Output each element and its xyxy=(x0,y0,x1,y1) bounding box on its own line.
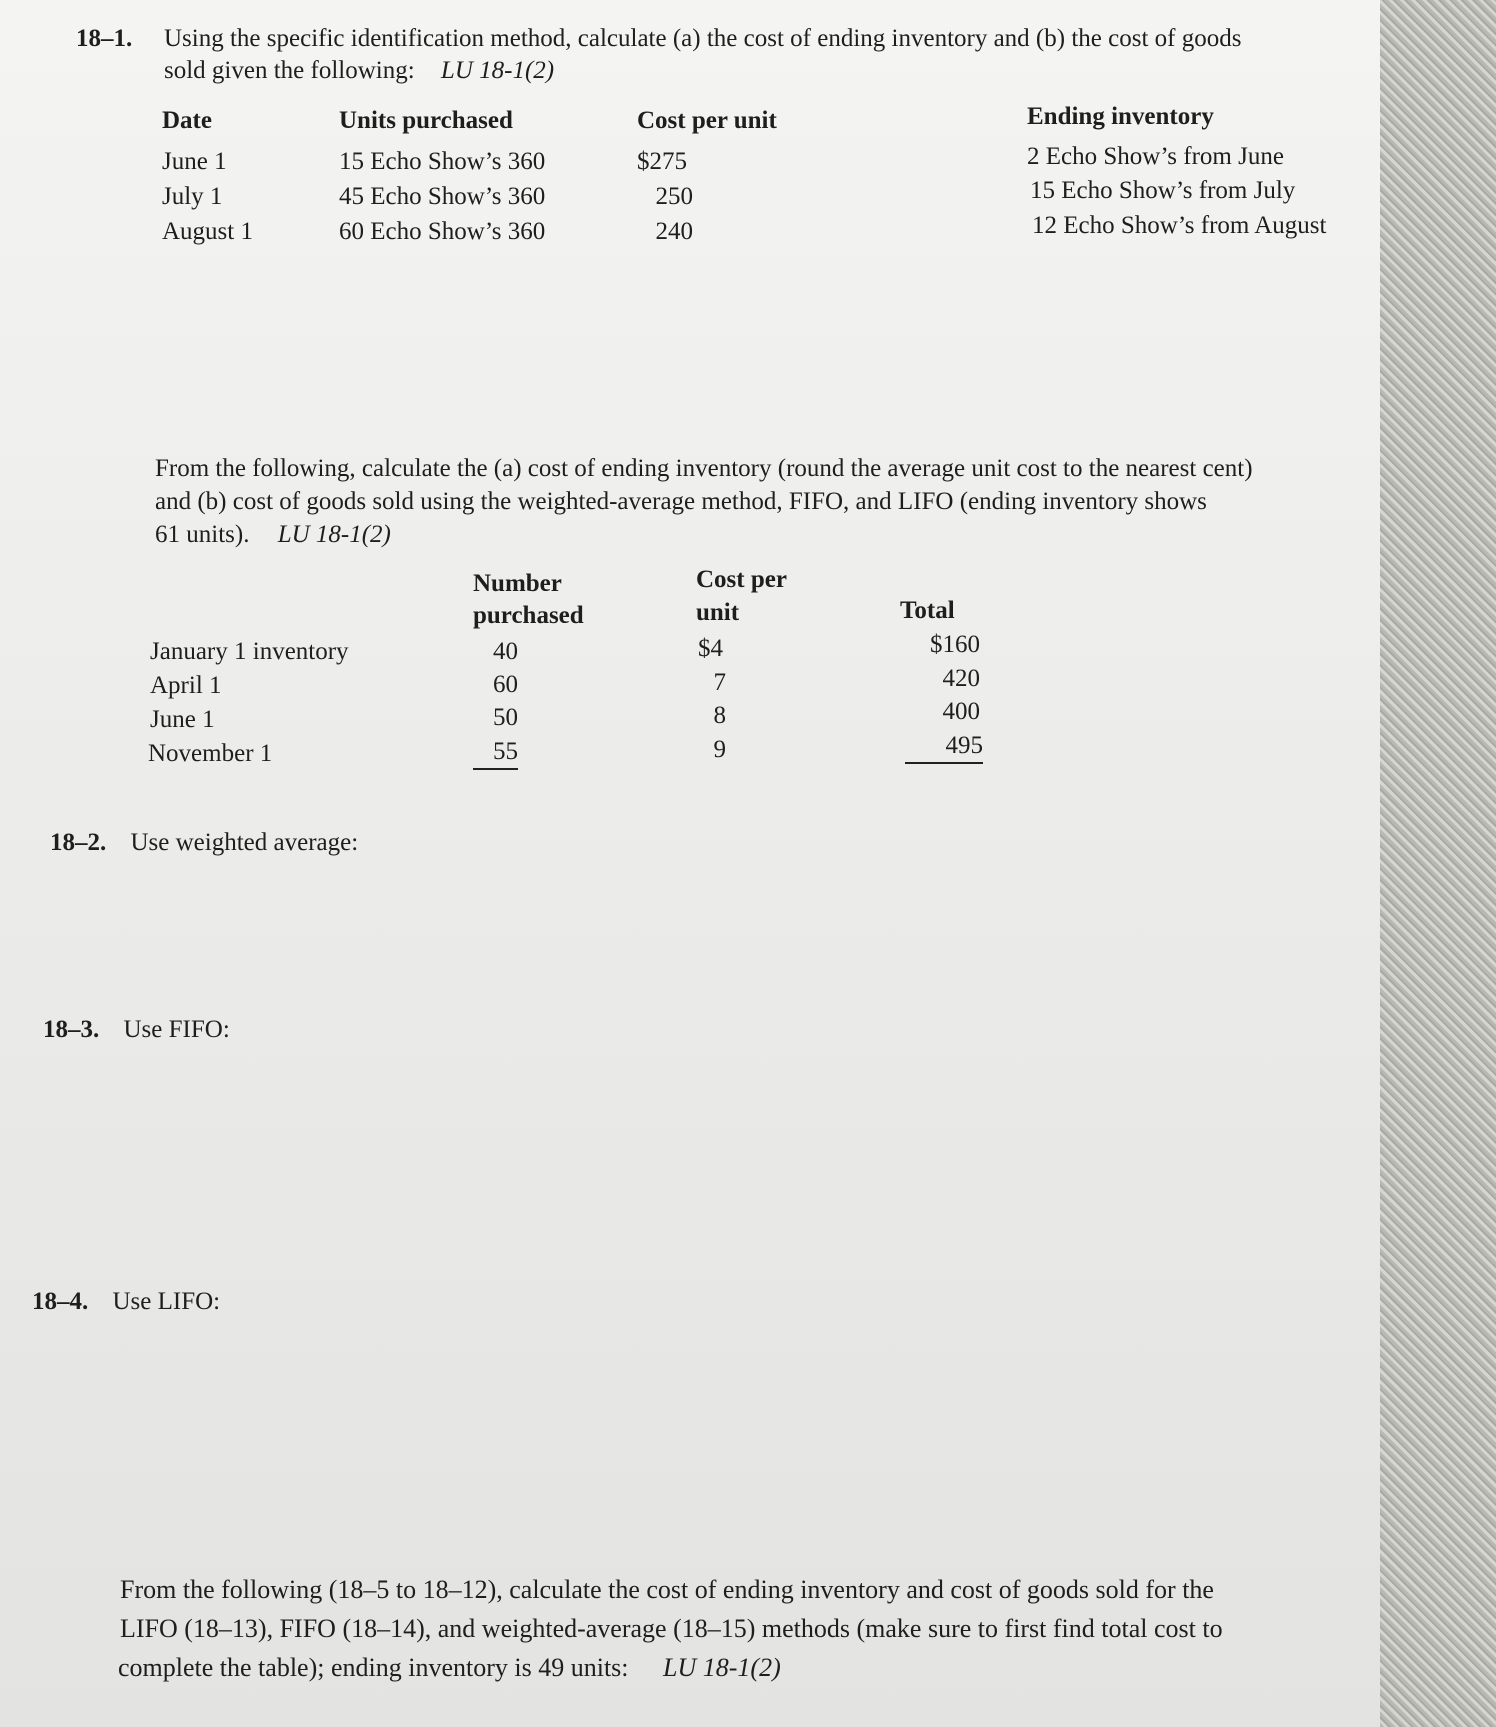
table1-row2-date: July 1 xyxy=(162,183,223,210)
intro2-lu: LU 18-1(2) xyxy=(277,521,391,548)
table2-row2-number: 60 xyxy=(493,671,518,698)
final-intro-line3 xyxy=(118,1653,781,1683)
problem-18-4 xyxy=(32,1288,220,1316)
table2-row2-label: April 1 xyxy=(150,672,222,699)
table2-header-number-line2: purchased xyxy=(473,602,584,629)
table2-row2-total: 420 xyxy=(942,665,980,692)
table1-row1-ending: 2 Echo Show’s from June xyxy=(1027,143,1284,170)
table1-row3-date: August 1 xyxy=(162,218,253,245)
problem-18-4-number: 18–4. xyxy=(32,1288,89,1315)
table1-header-date: Date xyxy=(162,107,212,134)
table2-row1-number: 40 xyxy=(493,638,518,665)
table1-row3-cost: 240 xyxy=(655,218,693,245)
table1-header-cost: Cost per unit xyxy=(637,107,777,134)
final-intro-lu: LU 18-1(2) xyxy=(663,1653,781,1682)
table2-row2-cost: 7 xyxy=(713,669,726,696)
table1-row3-units: 60 Echo Show’s 360 xyxy=(339,218,546,245)
problem-18-3-text: Use FIFO: xyxy=(123,1016,230,1043)
table2-row1-total: $160 xyxy=(930,631,980,658)
problem-18-1-text-line1: Using the specific identification method, calculate (a) the cost of ending inventory and (b) the cost of goods xyxy=(164,25,1242,52)
intro2-line1: From the following, calculate the (a) cost of ending inventory (round the average unit cost to the nearest cent) xyxy=(155,455,1253,482)
table2-row4-label: November 1 xyxy=(148,740,273,767)
table1-row1-cost: $275 xyxy=(637,148,687,175)
table1-row1-units: 15 Echo Show’s 360 xyxy=(339,148,546,175)
desk-surface xyxy=(1380,0,1496,1727)
problem-18-1-text-line2-body: sold given the following: xyxy=(164,57,415,84)
table2-row3-total: 400 xyxy=(942,698,980,725)
problem-18-2-number: 18–2. xyxy=(50,829,107,856)
table1-header-ending: Ending inventory xyxy=(1027,103,1214,130)
intro2-line3 xyxy=(155,521,391,549)
problem-18-1-lu: LU 18-1(2) xyxy=(440,57,555,84)
table2-row4-total: 495 xyxy=(905,732,983,764)
problem-18-2 xyxy=(50,829,358,857)
problem-18-1-text-line2 xyxy=(164,57,554,85)
table2-row1-label: January 1 inventory xyxy=(150,638,349,665)
problem-18-1-number: 18–1. xyxy=(76,25,133,52)
table1-row2-cost: 250 xyxy=(655,183,693,210)
problem-18-3-number: 18–3. xyxy=(43,1016,100,1043)
table2-row1-cost: $4 xyxy=(698,635,723,662)
table1-row3-ending: 12 Echo Show’s from August xyxy=(1032,212,1327,239)
table1-row2-units: 45 Echo Show’s 360 xyxy=(339,183,546,210)
final-intro-line1: From the following (18–5 to 18–12), calculate the cost of ending inventory and cost of goods sold for the xyxy=(120,1575,1214,1604)
table1-row1-date: June 1 xyxy=(162,148,227,175)
intro2-line3-body: 61 units). xyxy=(155,521,250,548)
table1-header-units: Units purchased xyxy=(339,107,513,134)
table2-row3-label: June 1 xyxy=(150,706,215,733)
table2-header-total: Total xyxy=(900,597,955,624)
table2-row4-number: 55 xyxy=(473,738,518,770)
problem-18-4-text: Use LIFO: xyxy=(112,1288,221,1315)
problem-18-3 xyxy=(43,1016,230,1044)
table2-row3-cost: 8 xyxy=(713,702,726,729)
table2-header-number-line1: Number xyxy=(473,570,562,597)
table2-row4-cost: 9 xyxy=(713,736,726,763)
table1-row2-ending: 15 Echo Show’s from July xyxy=(1030,177,1296,204)
problem-18-2-text: Use weighted average: xyxy=(130,829,359,856)
intro2-line2: and (b) cost of goods sold using the weighted-average method, FIFO, and LIFO (ending inventory shows xyxy=(155,488,1207,515)
final-intro-line3-body: complete the table); ending inventory is 49 units: xyxy=(118,1653,629,1682)
table2-header-cost-line2: unit xyxy=(696,599,740,626)
final-intro-line2: LIFO (18–13), FIFO (18–14), and weighted-average (18–15) methods (make sure to first find total cost to xyxy=(120,1614,1223,1643)
table2-header-cost-line1: Cost per xyxy=(696,566,787,593)
table2-row3-number: 50 xyxy=(493,704,518,731)
